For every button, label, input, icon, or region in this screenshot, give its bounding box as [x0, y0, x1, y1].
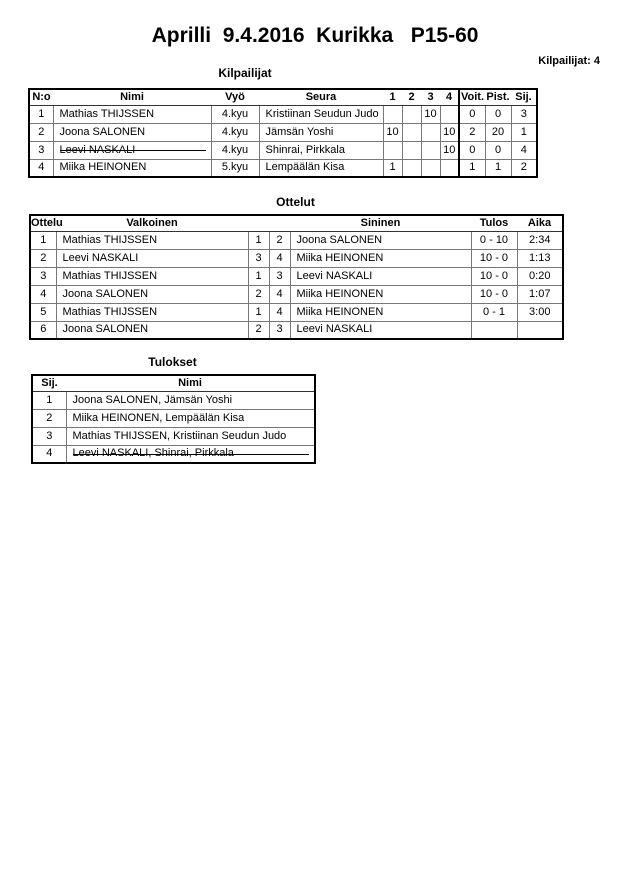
table-row	[32, 391, 315, 409]
table-row	[29, 141, 537, 159]
header-round-1: 1	[383, 89, 402, 105]
cell-time: 2:34	[517, 231, 563, 249]
table-row	[30, 303, 563, 321]
header-points: Pist.	[485, 89, 511, 105]
cell-club: Shinrai, Pirkkala	[259, 141, 383, 159]
cell-club: Lempäälän Kisa	[259, 159, 383, 177]
cell-match-no: 1	[30, 231, 56, 249]
cell-white-no: 1	[248, 267, 269, 285]
cell-r2	[402, 159, 421, 177]
section-heading-results: Tulokset	[148, 355, 197, 369]
cell-r1: 1	[383, 159, 402, 177]
cell-blue-no: 3	[269, 321, 290, 339]
page-title: Aprilli 9.4.2016 Kurikka P15-60	[151, 24, 479, 47]
table-row	[29, 159, 537, 177]
cell-points: 1	[485, 159, 511, 177]
cell-r3	[421, 123, 440, 141]
table-row	[30, 249, 563, 267]
header-round-2: 2	[402, 89, 421, 105]
cell-r1	[383, 105, 402, 123]
cell-place: 3	[32, 427, 66, 445]
table-row	[30, 321, 563, 339]
table-row	[30, 285, 563, 303]
table-row	[32, 409, 315, 427]
cell-blue-no: 3	[269, 267, 290, 285]
cell-r2	[402, 123, 421, 141]
cell-r2	[402, 141, 421, 159]
cell-match-no: 6	[30, 321, 56, 339]
cell-no: 4	[29, 159, 53, 177]
table-row	[32, 427, 315, 445]
header-blue: Sininen	[290, 215, 471, 231]
cell-white-name: Mathias THIJSSEN	[56, 231, 248, 249]
cell-name: Mathias THIJSSEN	[53, 105, 211, 123]
cell-no: 2	[29, 123, 53, 141]
cell-r4: 10	[440, 141, 459, 159]
cell-r1	[383, 141, 402, 159]
cell-points: 0	[485, 141, 511, 159]
cell-r3	[421, 159, 440, 177]
header-round-4: 4	[440, 89, 459, 105]
table-row	[32, 445, 315, 463]
cell-r4	[440, 159, 459, 177]
competitors-table	[28, 88, 538, 178]
header-white-no	[248, 215, 269, 231]
cell-name	[53, 141, 211, 159]
cell-wins: 0	[459, 105, 485, 123]
competitor-count: Kilpailijat: 4	[538, 55, 600, 67]
matches-header-row	[30, 215, 563, 231]
cell-name	[66, 445, 315, 463]
header-no: N:o	[29, 89, 53, 105]
cell-no: 3	[29, 141, 53, 159]
cell-result: 0 - 1	[471, 303, 517, 321]
cell-white-name: Mathias THIJSSEN	[56, 303, 248, 321]
cell-blue-name: Joona SALONEN	[290, 231, 471, 249]
cell-result: 0 - 10	[471, 231, 517, 249]
cell-club: Jämsän Yoshi	[259, 123, 383, 141]
table-row	[29, 105, 537, 123]
cell-r2	[402, 105, 421, 123]
results-table	[31, 374, 316, 464]
cell-blue-name: Miika HEINONEN	[290, 285, 471, 303]
cell-belt: 5.kyu	[211, 159, 259, 177]
cell-match-no: 3	[30, 267, 56, 285]
header-match: Ottelu	[30, 215, 56, 231]
header-place: Sij.	[32, 375, 66, 391]
cell-belt: 4.kyu	[211, 123, 259, 141]
cell-time	[517, 321, 563, 339]
header-blue-no	[269, 215, 290, 231]
cell-white-no: 2	[248, 285, 269, 303]
section-heading-competitors: Kilpailijat	[218, 66, 272, 80]
cell-time: 3:00	[517, 303, 563, 321]
cell-points: 0	[485, 105, 511, 123]
cell-result	[471, 321, 517, 339]
cell-place: 3	[511, 105, 537, 123]
cell-wins: 2	[459, 123, 485, 141]
header-belt: Vyö	[211, 89, 259, 105]
cell-wins: 0	[459, 141, 485, 159]
matches-table	[29, 214, 564, 340]
cell-name: Joona SALONEN	[53, 123, 211, 141]
cell-name: Miika HEINONEN	[53, 159, 211, 177]
cell-place: 2	[32, 409, 66, 427]
header-result: Tulos	[471, 215, 517, 231]
cell-white-name: Mathias THIJSSEN	[56, 267, 248, 285]
header-place: Sij.	[511, 89, 537, 105]
struck-name: Leevi NASKALI, Shinrai, Pirkkala	[73, 447, 315, 460]
cell-match-no: 5	[30, 303, 56, 321]
results-header-row	[32, 375, 315, 391]
table-row	[30, 267, 563, 285]
cell-white-no: 2	[248, 321, 269, 339]
header-time: Aika	[517, 215, 563, 231]
cell-time: 1:07	[517, 285, 563, 303]
cell-blue-name: Leevi NASKALI	[290, 267, 471, 285]
cell-place: 4	[511, 141, 537, 159]
cell-blue-name: Miika HEINONEN	[290, 303, 471, 321]
cell-white-no: 1	[248, 231, 269, 249]
cell-name: Miika HEINONEN, Lempäälän Kisa	[66, 409, 315, 427]
header-wins: Voit.	[459, 89, 485, 105]
cell-result: 10 - 0	[471, 285, 517, 303]
section-heading-matches: Ottelut	[276, 195, 315, 209]
cell-r3	[421, 141, 440, 159]
table-row	[30, 231, 563, 249]
cell-result: 10 - 0	[471, 249, 517, 267]
cell-blue-name: Miika HEINONEN	[290, 249, 471, 267]
cell-result: 10 - 0	[471, 267, 517, 285]
cell-belt: 4.kyu	[211, 141, 259, 159]
competitors-header-row	[29, 89, 537, 105]
cell-place: 1	[511, 123, 537, 141]
cell-r1: 10	[383, 123, 402, 141]
cell-blue-no: 2	[269, 231, 290, 249]
cell-match-no: 2	[30, 249, 56, 267]
cell-blue-no: 4	[269, 303, 290, 321]
cell-r3: 10	[421, 105, 440, 123]
header-white: Valkoinen	[56, 215, 248, 231]
table-row	[29, 123, 537, 141]
cell-place: 1	[32, 391, 66, 409]
cell-wins: 1	[459, 159, 485, 177]
cell-points: 20	[485, 123, 511, 141]
cell-blue-no: 4	[269, 285, 290, 303]
cell-no: 1	[29, 105, 53, 123]
header-round-3: 3	[421, 89, 440, 105]
cell-r4: 10	[440, 123, 459, 141]
header-name: Nimi	[66, 375, 315, 391]
cell-belt: 4.kyu	[211, 105, 259, 123]
header-club: Seura	[259, 89, 383, 105]
cell-match-no: 4	[30, 285, 56, 303]
cell-white-name: Leevi NASKALI	[56, 249, 248, 267]
cell-white-name: Joona SALONEN	[56, 321, 248, 339]
cell-blue-no: 4	[269, 249, 290, 267]
cell-name: Mathias THIJSSEN, Kristiinan Seudun Judo	[66, 427, 315, 445]
cell-place: 2	[511, 159, 537, 177]
cell-white-name: Joona SALONEN	[56, 285, 248, 303]
cell-time: 1:13	[517, 249, 563, 267]
cell-time: 0:20	[517, 267, 563, 285]
cell-name: Joona SALONEN, Jämsän Yoshi	[66, 391, 315, 409]
cell-blue-name: Leevi NASKALI	[290, 321, 471, 339]
struck-name: Leevi NASKALI	[60, 144, 211, 157]
header-name: Nimi	[53, 89, 211, 105]
cell-club: Kristiinan Seudun Judo	[259, 105, 383, 123]
cell-white-no: 1	[248, 303, 269, 321]
cell-white-no: 3	[248, 249, 269, 267]
cell-place: 4	[32, 445, 66, 463]
cell-r4	[440, 105, 459, 123]
